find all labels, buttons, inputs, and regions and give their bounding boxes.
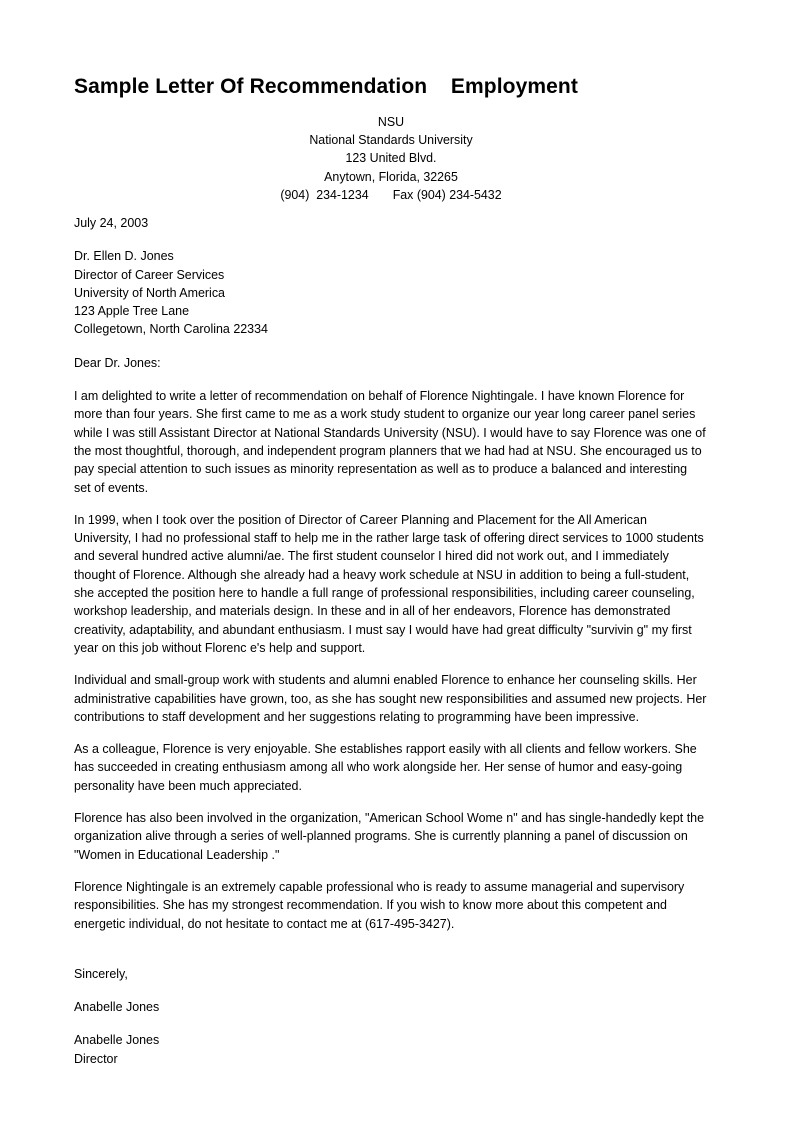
spacer-after-valediction [74, 983, 708, 998]
body-paragraph-4-wrap [74, 740, 708, 795]
spacer-after-address [74, 339, 708, 354]
recipient-city-state-zip: Collegetown, North Carolina 22334 [74, 321, 268, 337]
valediction: Sincerely, [74, 965, 128, 981]
recipient-title: Director of Career Services [74, 266, 225, 282]
body-paragraph-3: Individual and small-group work with students and alumni enabled Florence to enhance her counseling skills. Her administrative capabilities have grown, too, as she has sought new responsibilities and assumed new projects. Her contributions to staff development and her suggestions relating to programming have been impressive. [74, 672, 707, 724]
closing-block [74, 965, 708, 1068]
letterhead-line-phone-fax: (904) 234-1234 Fax (904) 234-5432 [280, 186, 502, 202]
recipient-organization: University of North America [74, 284, 225, 300]
signer-job-title: Director [74, 1050, 118, 1066]
spacer-after-date [74, 232, 708, 247]
recipient-street: 123 Apple Tree Lane [74, 303, 190, 319]
spacer-after-signature [74, 1016, 708, 1031]
printed-name: Anabelle Jones [74, 1032, 160, 1048]
letterhead-line-org-abbrev: NSU [377, 114, 405, 129]
body-paragraph-6: Florence Nightingale is an extremely capable professional who is ready to assume managerial and supervisory responsibilities. She has my strongest recommendation. If you wish to know more about this competent and energetic individual, do not hesitate to contact me at (617-495-3427). [74, 878, 685, 931]
letter-date-block [74, 214, 708, 232]
body-paragraph-5: Florence has also been involved in the organization, "American School Wome n" and has single-handedly kept the organization alive through a series of well-planned programs. She is currently planning a panel of discussion on "Women in Educational Leadership ." [74, 810, 705, 862]
salutation-block [74, 354, 708, 372]
letterhead-line-city-state: Anytown, Florida, 32265 [324, 168, 458, 184]
letterhead-line-org-name: National Standards University [309, 132, 473, 148]
body-paragraph-1: I am delighted to write a letter of recommendation on behalf of Florence Nightingale. I have known Florence for more than four years. She first came to me as a work study student to organize our year long career panel series while I was still Assistant Director at National Standards University (NSU). I would have to say Florence was one of the most thoughtful, thorough, and independent program planners that we had had at NSU. She encouraged us to pay special attention to such issues as minority representation as well as to produce a balanced and interesting set of events. [74, 388, 706, 495]
spacer-before-closing [74, 947, 708, 965]
signature-name: Anabelle Jones [74, 999, 160, 1015]
body-paragraph-2-wrap [74, 511, 708, 657]
letterhead [74, 113, 708, 204]
body-paragraph-2: In 1999, when I took over the position of Director of Career Planning and Placement for the All American University, I had no professional staff to help me in the rather large task of offering direct services to 1000 students and several hundred active alumni/ae. The first student counselor I hired did not work out, and I immediately thought of Florence. Although she already had a heavy work schedule at NSU in addition to being a full-student, she accepted the position here to handle a full range of professional responsibilities, including career counseling, workshop leadership, and materials design. In these and in all of her endeavors, Florence has demonstrated creativity, adaptability, and abundant enthusiasm. I must say I would have had great difficulty "survivin g" my first year on this job without Florenc e's help and support. [74, 511, 704, 655]
body-paragraph-5-wrap [74, 809, 708, 864]
body-paragraph-4: As a colleague, Florence is very enjoyable. She establishes rapport easily with all clients and fellow workers. She has succeeded in creating enthusiasm among all who work alongside her. Her sense of humor and easy-going personality have been much appreciated. [74, 741, 697, 793]
letter-body [74, 214, 708, 1068]
page-title: Sample Letter Of Recommendation Employment [74, 75, 578, 98]
letter-date: July 24, 2003 [74, 215, 149, 230]
recipient-address [74, 247, 708, 338]
salutation: Dear Dr. Jones: [74, 354, 161, 370]
body-paragraph-3-wrap [74, 671, 708, 726]
body-paragraph-1-wrap [74, 387, 708, 497]
body-paragraph-6-wrap [74, 878, 708, 933]
recipient-name: Dr. Ellen D. Jones [74, 248, 174, 264]
spacer-after-salutation [74, 372, 708, 387]
letterhead-line-street: 123 United Blvd. [345, 150, 437, 166]
